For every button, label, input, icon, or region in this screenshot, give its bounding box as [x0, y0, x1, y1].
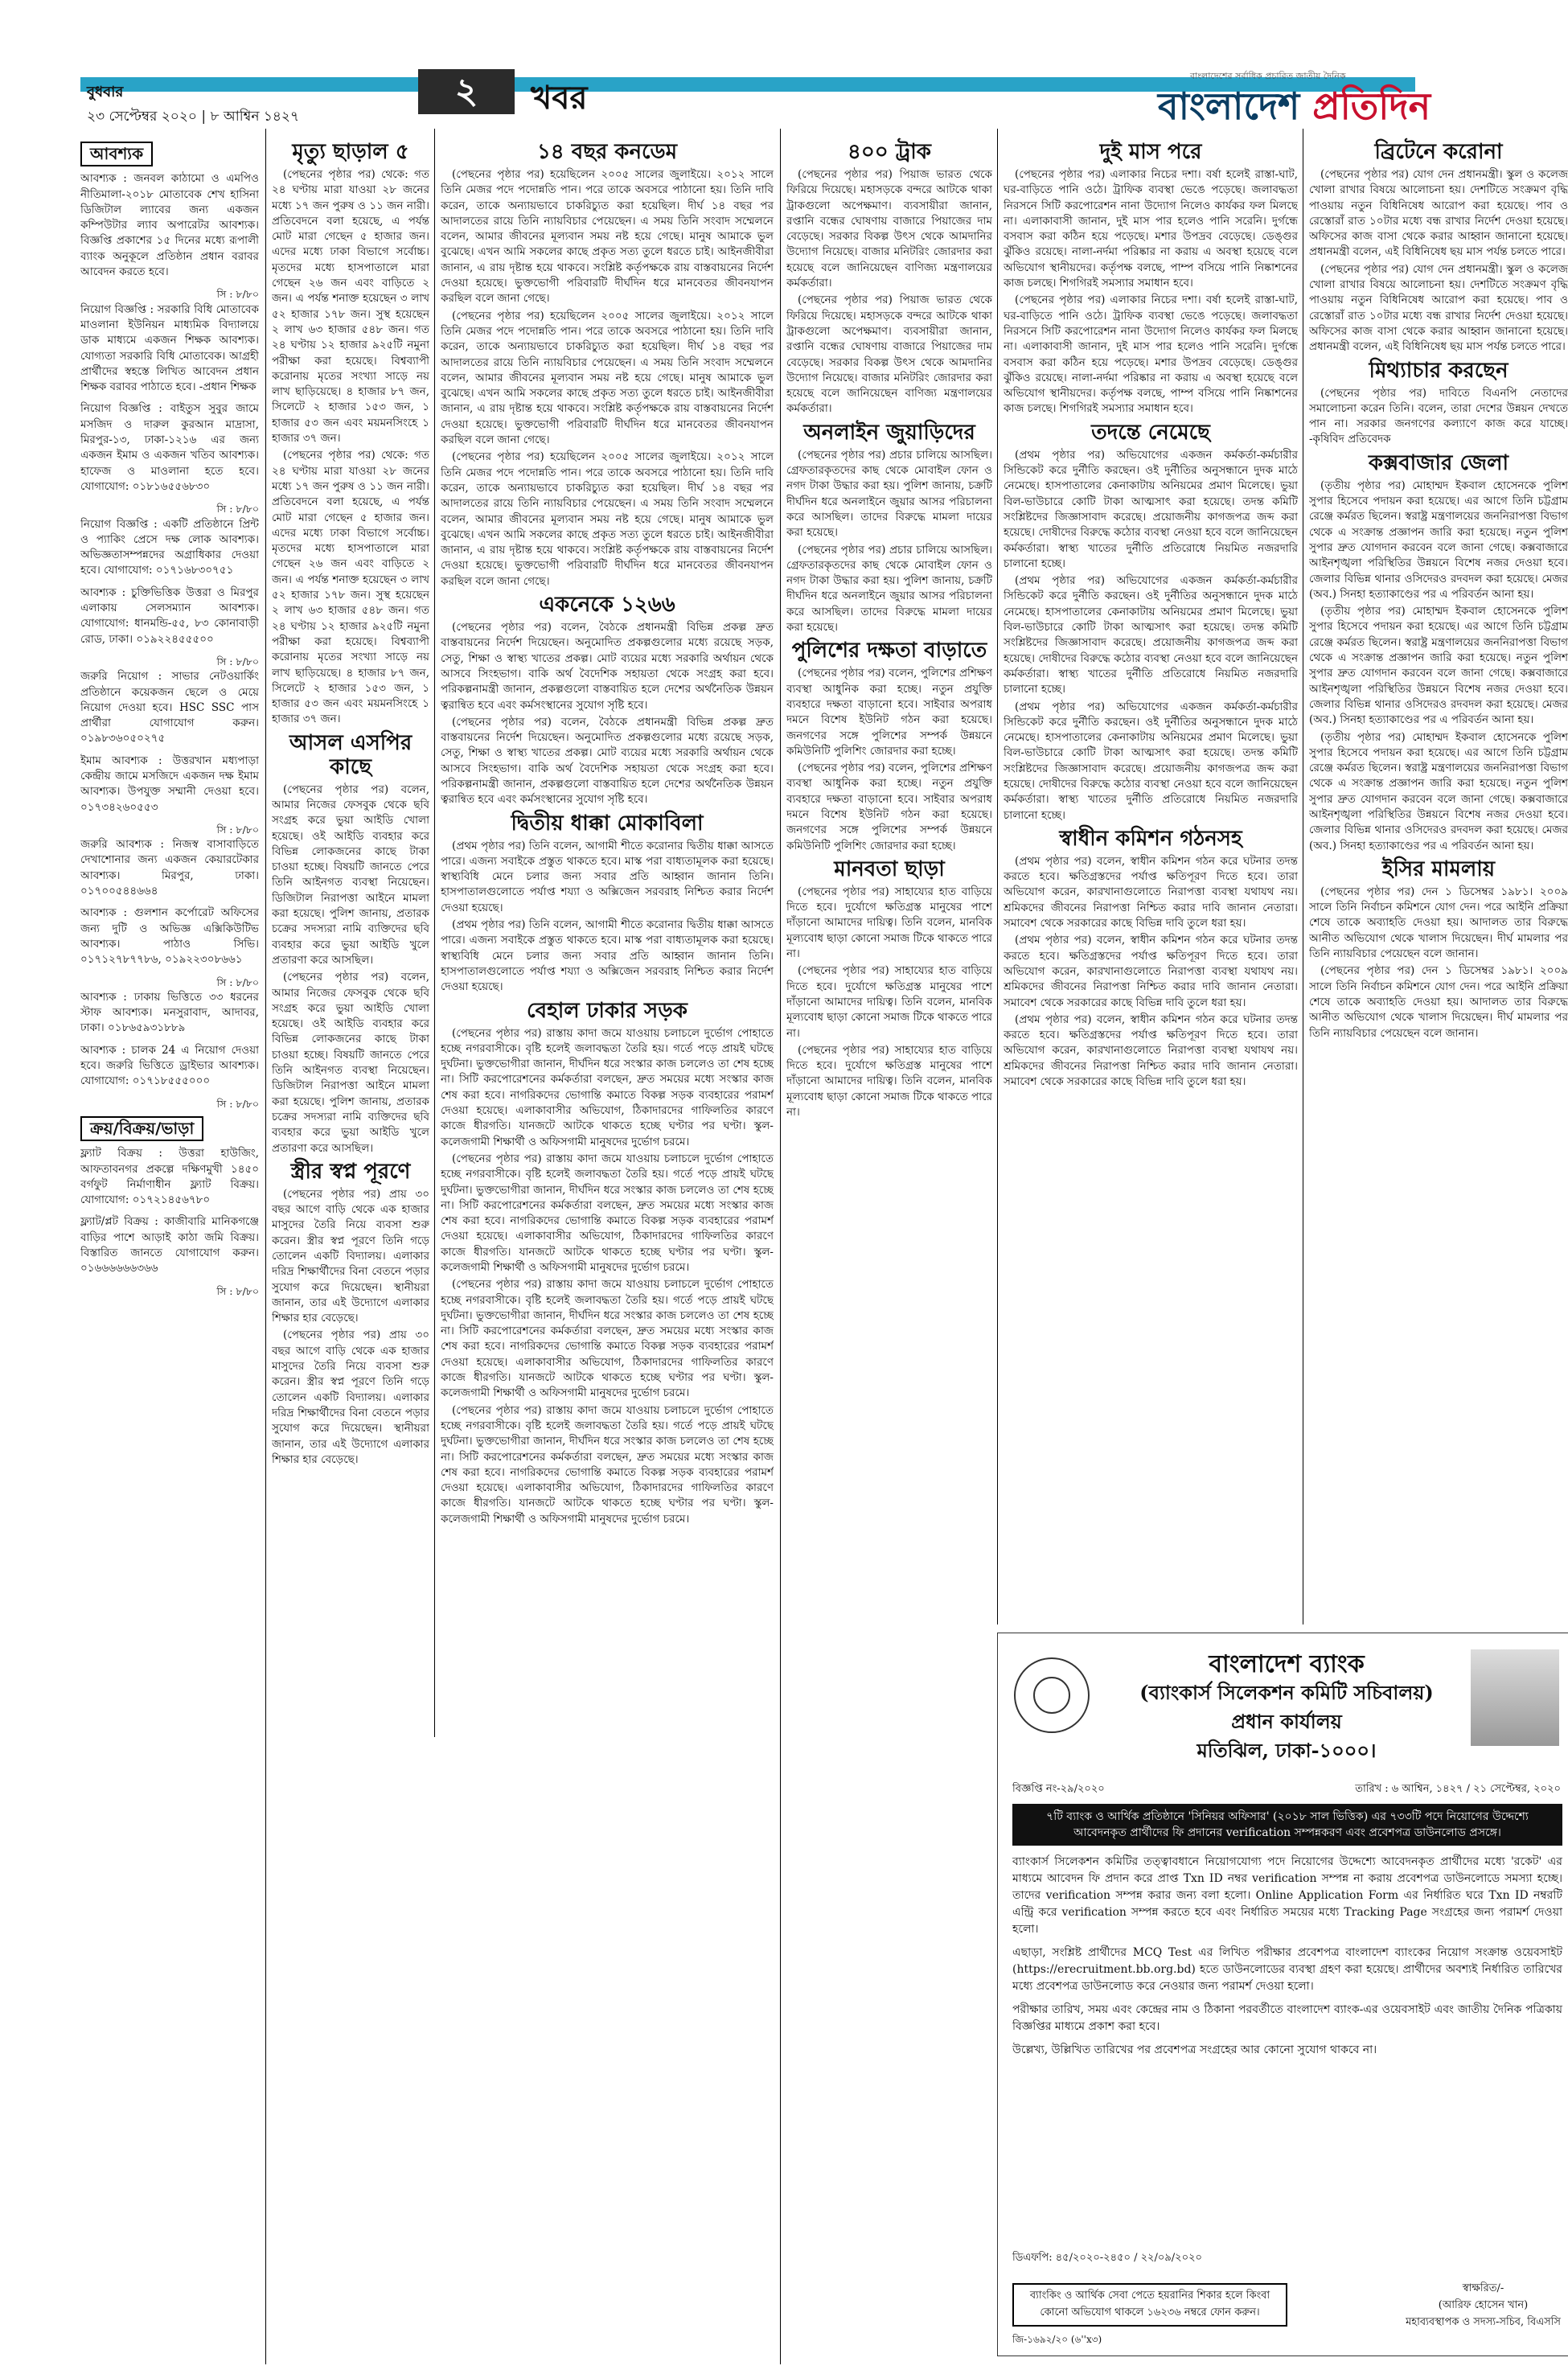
ad-paragraph: ব্যাংকার্স সিলেকশন কমিটির তত্ত্বাবধানে নিয়োগযোগ্য পদে নিয়োগের উদ্দেশ্যে আবেদনকৃত প্রার্থীদের মধ্যে 'রকেট' এর মাধ্যমে আবেদন ফি প্রদান করে প্রাপ্ত Txn ID নম্বর verification সম্পন্ন না করায় প্রবেশপত্র ডাউনলোডে সমস্যা হচ্ছে। তাদের verification সম্পন্ন করার জন্য বলা হলো। Online Application Form এর নির্ধারিত ঘরে Txn ID নম্বরটি এন্ট্রি করে verification সম্পন্ন করতে হবে এবং নির্ধারিত সময়ের মধ্যে Tracking Page সংগ্রহের জন্য পরামর্শ দেওয়া হলো। — [1012, 1855, 1562, 1936]
article-body: (পেছনের পৃষ্ঠার পর) সাহায্যের হাত বাড়িয়ে দিতে হবে। দুর্যোগে ক্ষতিগ্রস্ত মানুষের পাশে দাঁড়ানো আমাদের দায়িত্ব। তিনি বলেন, মানবিক মূল্যবোধ ছাড়া কোনো সমাজ টিকে থাকতে পারে না। — [786, 885, 992, 961]
article-body: (পেছনের পৃষ্ঠার পর) রাস্তায় কাদা জমে যাওয়ায় চলাচলে দুর্ভোগ পোহাতে হচ্ছে নগরবাসীকে। বৃষ্টি হলেই জলাবদ্ধতা তৈরি হয়। গর্তে পড়ে প্রায়ই ঘটছে দুর্ঘটনা। ভুক্তভোগীরা জানান, দীর্ঘদিন ধরে সংস্কার কাজ চললেও তা শেষ হচ্ছে না। সিটি করপোরেশনের কর্মকর্তারা বলছেন, দ্রুত সময়ের মধ্যে সংস্কার কাজ শেষ করা হবে। নাগরিকদের ভোগান্তি কমাতে বিকল্প সড়ক ব্যবহারের পরামর্শ দেওয়া হয়েছে। এলাকাবাসীর অভিযোগ, ঠিকাদারদের গাফিলতির কারণে কাজে ধীরগতি। যানজটে আটকে থাকতে হচ্ছে ঘণ্টার পর ঘণ্টা। স্কুল-কলেজগামী শিক্ষার্থী ও অফিসগামী মানুষদের দুর্ভোগ চরমে। — [441, 1403, 774, 1526]
ad-signed: স্বাক্ষরিত/- — [1462, 2282, 1504, 2294]
article-body: (প্রথম পৃষ্ঠার পর) তিনি বলেন, আগামী শীতে করোনার দ্বিতীয় ধাক্কা আসতে পারে। এজন্য সবাইকে প্রস্তুত থাকতে হবে। মাস্ক পরা বাধ্যতামূলক করা হয়েছে। স্বাস্থ্যবিধি মেনে চলার জন্য সবার প্রতি আহ্বান জানান তিনি। হাসপাতালগুলোতে পর্যাপ্ত শয্যা ও অক্সিজেন সরবরাহ নিশ্চিত করার নির্দেশ দেওয়া হয়েছে। — [441, 839, 774, 914]
article-body: (প্রথম পৃষ্ঠার পর) অভিযোগের একজন কর্মকর্তা-কর্মচারীর সিন্ডিকেট করে দুর্নীতি করছেন। ওই দুর্নীতির অনুসন্ধানে দুদক মাঠে নেমেছে। হাসপাতালের কেনাকাটায় অনিয়মের প্রমাণ মিলেছে। ভুয়া বিল-ভাউচারে কোটি টাকা আত্মসাৎ করা হয়েছে। তদন্ত কমিটি সংশ্লিষ্টদের জিজ্ঞাসাবাদ করেছে। প্রয়োজনীয় কাগজপত্র জব্দ করা হয়েছে। দোষীদের বিরুদ্ধে কঠোর ব্যবস্থা নেওয়া হবে বলে জানিয়েছেন কর্মকর্তারা। স্বাস্থ্য খাতের দুর্নীতি প্রতিরোধে নিয়মিত নজরদারি চালানো হচ্ছে। — [1004, 574, 1298, 696]
classified-ref: সি : ৮/৮০ — [216, 503, 259, 515]
classified-item: নিয়োগ বিজ্ঞপ্তি : বাইতুস সুবুর জামে মসজিদ ও দারুল কুরআন মাদ্রাসা, মিরপুর-১৩, ঢাকা-১২১৬ এর জন্য একজন ইমাম ও একজন খতিব আবশ্যক। হাফেজ ও মাওলানা হতে হবে। যোগাযোগ: ০১৮১৬৫৫৬৮৩০ — [80, 402, 259, 493]
column-rule — [434, 129, 435, 1737]
classified-ref: সি : ৮/৮০ — [216, 975, 259, 988]
article-body: (তৃতীয় পৃষ্ঠার পর) মোহাম্মদ ইকবাল হোসেনকে পুলিশ সুপার হিসেবে পদায়ন করা হয়েছে। এর আগে তিনি চট্টগ্রাম রেঞ্জে কর্মরত ছিলেন। স্বরাষ্ট্র মন্ত্রণালয়ের জননিরাপত্তা বিভাগ থেকে এ সংক্রান্ত প্রজ্ঞাপন জারি করা হয়েছে। নতুন পুলিশ সুপার দ্রুত যোগদান করবেন বলে জানা গেছে। কক্সবাজারে আইনশৃঙ্খলা পরিস্থিতির উন্নয়নে বিশেষ নজর দেওয়া হবে। জেলার বিভিন্ন থানার ওসিদেরও রদবদল করা হয়েছে। মেজর (অব.) সিনহা হত্যাকাণ্ডের পর এ পরিবর্তন আনা হয়। — [1309, 605, 1568, 727]
article-body: (পেছনের পৃষ্ঠার পর) প্রায় ৩০ বছর আগে বাড়ি থেকে এক হাজার মাসুদের তৈরি নিয়ে ব্যবসা শুরু করেন। স্ত্রীর স্বপ্ন পূরণে তিনি গড়ে তোলেন একটি বিদ্যালয়। এলাকার দরিদ্র শিক্ষার্থীদের বিনা বেতনে পড়ার সুযোগ করে দিয়েছেন। স্থানীয়রা জানান, তার এই উদ্যোগে এলাকার শিক্ষার হার বেড়েছে। — [272, 1329, 429, 1466]
ad-paragraph: উল্লেখ্য, উল্লিখিত তারিখের পর প্রবেশপত্র সংগ্রহের আর কোনো সুযোগ থাকবে না। — [1012, 2043, 1377, 2056]
headline-death-toll[interactable]: মৃত্যু ছাড়াল ৫ — [292, 140, 409, 164]
ad-body — [1012, 1854, 1562, 2065]
article-body: (প্রথম পৃষ্ঠার পর) তিনি বলেন, আগামী শীতে করোনার দ্বিতীয় ধাক্কা আসতে পারে। এজন্য সবাইকে প্রস্তুত থাকতে হবে। মাস্ক পরা বাধ্যতামূলক করা হয়েছে। স্বাস্থ্যবিধি মেনে চলার জন্য সবার প্রতি আহ্বান জানান তিনি। হাসপাতালগুলোতে পর্যাপ্ত শয্যা ও অক্সিজেন সরবরাহ নিশ্চিত করার নির্দেশ দেওয়া হয়েছে। — [441, 918, 774, 994]
headline-investigation[interactable]: তদন্তে নেমেছে — [1091, 420, 1210, 445]
article-body: (প্রথম পৃষ্ঠার পর) বলেন, স্বাধীন কমিশন গঠন করে ঘটনার তদন্ত করতে হবে। ক্ষতিগ্রস্তদের পর্যাপ্ত ক্ষতিপূরণ দিতে হবে। তারা অভিযোগ করেন, কারখানাগুলোতে নিরাপত্তা ব্যবস্থা যথাযথ নয়। শ্রমিকদের জীবনের নিরাপত্তা নিশ্চিত করার দাবি জানান নেতারা। সমাবেশ থেকে সরকারের কাছে বিভিন্ন দাবি তুলে ধরা হয়। — [1004, 1012, 1298, 1089]
article-body: (পেছনের পৃষ্ঠার পর) এলাকার নিচের দশা। বর্ষা হলেই রাস্তা-ঘাট, ঘর-বাড়িতে পানি ওঠে। ট্রাফিক ব্যবস্থা ভেঙে পড়েছে। জলাবদ্ধতা নিরসনে সিটি করপোরেশন নানা উদ্যোগ নিলেও কার্যকর ফল মিলছে না। এলাকাবাসী জানান, দুই মাস পার হলেও পানি সরেনি। দুর্গন্ধে বসবাস করা কঠিন হয়ে পড়েছে। মশার উপদ্রব বেড়েছে। ডেঙ্গুর ঝুঁকিও রয়েছে। নালা-নর্দমা পরিষ্কার না করায় এ অবস্থা হয়েছে বলে অভিযোগ স্থানীয়দের। কর্তৃপক্ষ বলছে, পাম্প বসিয়ে পানি নিষ্কাশনের কাজ চলছে। শিগগিরই সমস্যার সমাধান হবে। — [1004, 294, 1298, 416]
article-body: (পেছনের পৃষ্ঠার পর) থেকে: গত ২৪ ঘণ্টায় মারা যাওয়া ২৮ জনের মধ্যে ১৭ জন পুরুষ ও ১১ জন নারী। প্রতিবেদনে বলা হয়েছে, এ পর্যন্ত মোট মারা গেছেন ৫ হাজার জন। এদের মধ্যে ঢাকা বিভাগে সর্বোচ্চ। মৃতদের মধ্যে হাসপাতালে মারা গেছেন ২৬ জন এবং বাড়িতে ২ জন। এ পর্যন্ত শনাক্ত হয়েছেন ৩ লাখ ৫২ হাজার ১৭৮ জন। সুস্থ হয়েছেন ২ লাখ ৬৩ হাজার ৫৪৮ জন। গত ২৪ ঘণ্টায় ১২ হাজার ৯২৫টি নমুনা পরীক্ষা করা হয়েছে। বিশ্বব্যাপী করোনায় মৃতের সংখ্যা সাড়ে নয় লাখ ছাড়িয়েছে। ৪ হাজার ৮৭ জন, সিলেটে ২ হাজার ১৫৩ জন, ১ হাজার ৫৩ জন এবং ময়মনসিংহে ১ হাজার ৩৭ জন। — [272, 168, 429, 446]
classified-item: নিয়োগ বিজ্ঞপ্তি : একটি প্রতিষ্ঠানে প্রিন্ট ও প্যাকিং প্রেসে দক্ষ লোক আবশ্যক। অভিজ্ঞতাসম্পন্নদের অগ্রাধিকার দেওয়া হবে। যোগাযোগ: ০১৭১৬৮৩০৭৫১ — [80, 517, 259, 577]
masthead-date: ২৩ সেপ্টেম্বর ২০২০ | ৮ আশ্বিন ১৪২৭ — [87, 109, 300, 125]
classified-item: আবশ্যক : ঢাকায় ভিত্তিতে ৩৩ ধরনের স্টাফ আবশ্যক। মনসুরাবাদ, আদাবর, ঢাকা। ০১৮৬৫৯৩১৮৮৯ — [80, 990, 259, 1035]
classified-ref: সি : ৮/৮০ — [216, 288, 259, 301]
ad-paragraph: পরীক্ষার তারিখ, সময় এবং কেন্দ্রের নাম ও ঠিকানা পরবর্তীতে বাংলাদেশ ব্যাংক-এর ওয়েবসাইট এবং জাতীয় দৈনিক পত্রিকায় বিজ্ঞপ্তির মাধ্যমে প্রকাশ করা হবে। — [1012, 2003, 1562, 2033]
article-body: (পেছনের পৃষ্ঠার পর) দেন ১ ডিসেম্বর ১৯৮১। ২০০৯ সালে তিনি নির্বাচন কমিশনে যোগ দেন। পরে আইনি প্রক্রিয়া শেষে তাকে অব্যাহতি দেওয়া হয়। আদালত তার বিরুদ্ধে আনীত অভিযোগ থেকে খালাস দিয়েছেন। দীর্ঘ মামলার পর তিনি ন্যায়বিচার পেয়েছেন বলে জানান। — [1309, 964, 1568, 1040]
headline-ekneke[interactable]: একনেকে ১২৬৬ — [539, 593, 675, 618]
headline-online-gambler[interactable]: অনলাইন জুয়াড়িদের — [803, 420, 975, 445]
logo-word-1: বাংলাদেশ — [1158, 84, 1300, 128]
headline-ec-case[interactable]: ইসির মামলায় — [1381, 856, 1496, 881]
classified-heading: আবশ্যক — [80, 142, 153, 166]
ad-title: বাংলাদেশ ব্যাংক — [1209, 1650, 1365, 1678]
page-number: ২ — [418, 69, 515, 114]
article-body: (পেছনের পৃষ্ঠার পর) পিয়াজ ভারত থেকে ফিরিয়ে দিয়েছে। মহাসড়কে বন্দরে আটকে থাকা ট্রাকগুলো অপেক্ষমাণ। ব্যবসায়ীরা জানান, রপ্তানি বন্ধের ঘোষণায় বাজারে পিয়াজের দাম বেড়েছে। সরকার বিকল্প উৎস থেকে আমদানির উদ্যোগ নিয়েছে। বাজার মনিটরিং জোরদার করা হয়েছে বলে জানিয়েছেন বাণিজ্য মন্ত্রণালয়ের কর্মকর্তারা। — [786, 294, 992, 416]
article-body: (পেছনের পৃষ্ঠার পর) বলেন, পুলিশের প্রশিক্ষণ ব্যবস্থা আধুনিক করা হচ্ছে। নতুন প্রযুক্তি ব্যবহারে দক্ষতা বাড়ানো হবে। সাইবার অপরাধ দমনে বিশেষ ইউনিট গঠন করা হয়েছে। জনগণের সঙ্গে পুলিশের সম্পর্ক উন্নয়নে কমিউনিটি পুলিশিং জোরদার করা হচ্ছে। — [786, 762, 992, 852]
article-body: (পেছনের পৃষ্ঠার পর) হয়েছিলেন ২০০৫ সালের জুলাইয়ে। ২০১২ সালে তিনি মেজর পদে পদোন্নতি পান। পরে তাকে অবসরে পাঠানো হয়। তিনি দাবি করেন, তাকে অন্যায়ভাবে চাকরিচ্যুত করা হয়েছিল। দীর্ঘ ১৪ বছর পর আদালতের রায়ে তিনি ন্যায়বিচার পেয়েছেন। এ সময় তিনি সংবাদ সম্মেলনে বলেন, আমার জীবনের মূল্যবান সময় নষ্ট হয়ে গেছে। মানুষ আমাকে ভুল বুঝেছে। এখন আমি সকলের কাছে প্রকৃত সত্য তুলে ধরতে চাই। আইনজীবীরা জানান, এ রায় দৃষ্টান্ত হয়ে থাকবে। সংশ্লিষ্ট কর্তৃপক্ষকে রায় বাস্তবায়নের নির্দেশ দেওয়া হয়েছে। ভুক্তভোগী পরিবারটি দীর্ঘদিন ধরে মানবেতর জীবনযাপন করছিল বলে জানা গেছে। — [441, 450, 774, 588]
article-body: (পেছনের পৃষ্ঠার পর) দেন ১ ডিসেম্বর ১৯৮১। ২০০৯ সালে তিনি নির্বাচন কমিশনে যোগ দেন। পরে আইনি প্রক্রিয়া শেষে তাকে অব্যাহতি দেওয়া হয়। আদালত তার বিরুদ্ধে আনীত অভিযোগ থেকে খালাস দিয়েছেন। দীর্ঘ মামলার পর তিনি ন্যায়বিচার পেয়েছেন বলে জানান। — [1309, 885, 1568, 961]
article-body: (পেছনের পৃষ্ঠার পর) রাস্তায় কাদা জমে যাওয়ায় চলাচলে দুর্ভোগ পোহাতে হচ্ছে নগরবাসীকে। বৃষ্টি হলেই জলাবদ্ধতা তৈরি হয়। গর্তে পড়ে প্রায়ই ঘটছে দুর্ঘটনা। ভুক্তভোগীরা জানান, দীর্ঘদিন ধরে সংস্কার কাজ চললেও তা শেষ হচ্ছে না। সিটি করপোরেশনের কর্মকর্তারা বলছেন, দ্রুত সময়ের মধ্যে সংস্কার কাজ শেষ করা হবে। নাগরিকদের ভোগান্তি কমাতে বিকল্প সড়ক ব্যবহারের পরামর্শ দেওয়া হয়েছে। এলাকাবাসীর অভিযোগ, ঠিকাদারদের গাফিলতির কারণে কাজে ধীরগতি। যানজটে আটকে থাকতে হচ্ছে ঘণ্টার পর ঘণ্টা। স্কুল-কলেজগামী শিক্ষার্থী ও অফিসগামী মানুষদের দুর্ভোগ চরমে। — [441, 1152, 774, 1274]
column-rule — [265, 129, 266, 2364]
article-body: (পেছনের পৃষ্ঠার পর) থেকে: গত ২৪ ঘণ্টায় মারা যাওয়া ২৮ জনের মধ্যে ১৭ জন পুরুষ ও ১১ জন নারী। প্রতিবেদনে বলা হয়েছে, এ পর্যন্ত মোট মারা গেছেন ৫ হাজার জন। এদের মধ্যে ঢাকা বিভাগে সর্বোচ্চ। মৃতদের মধ্যে হাসপাতালে মারা গেছেন ২৬ জন এবং বাড়িতে ২ জন। এ পর্যন্ত শনাক্ত হয়েছেন ৩ লাখ ৫২ হাজার ১৭৮ জন। সুস্থ হয়েছেন ২ লাখ ৬৩ হাজার ৫৪৮ জন। গত ২৪ ঘণ্টায় ১২ হাজার ৯২৫টি নমুনা পরীক্ষা করা হয়েছে। বিশ্বব্যাপী করোনায় মৃতের সংখ্যা সাড়ে নয় লাখ ছাড়িয়েছে। ৪ হাজার ৮৭ জন, সিলেটে ২ হাজার ১৫৩ জন, ১ হাজার ৫৩ জন এবং ময়মনসিংহে ১ হাজার ৩৭ জন। — [272, 449, 429, 726]
headline-coxs-bazar[interactable]: কক্সবাজার জেলা — [1368, 450, 1509, 475]
classified-item: আবশ্যক : গুলশান কর্পোরেট অফিসের জন্য দুটি ও অভিজ্ঞ এক্সিকিউটিভ আবশ্যক। পাঠাও সিভি। ০১৭১২৭৮৭৭৮৬, ০১৯২২৩০৮৬৬১ — [80, 906, 259, 967]
article-body: (পেছনের পৃষ্ঠার পর) বলেন, পুলিশের প্রশিক্ষণ ব্যবস্থা আধুনিক করা হচ্ছে। নতুন প্রযুক্তি ব্যবহারে দক্ষতা বাড়ানো হবে। সাইবার অপরাধ দমনে বিশেষ ইউনিট গঠন করা হয়েছে। জনগণের সঙ্গে পুলিশের সম্পর্ক উন্নয়নে কমিউনিটি পুলিশিং জোরদার করা হচ্ছে। — [786, 667, 992, 758]
classifieds-column — [80, 137, 259, 2356]
column-rule — [780, 129, 781, 2364]
masthead-day: বুধবার — [87, 84, 124, 101]
article-body: (পেছনের পৃষ্ঠার পর) যোগ দেন প্রধানমন্ত্রী। স্কুল ও কলেজ খোলা রাখার বিষয়ে আলোচনা হয়। দেশটিতে সংক্রমণ বৃদ্ধি পাওয়ায় নতুন বিধিনিষেধ আরোপ করা হয়েছে। পাব ও রেস্তোরাঁ রাত ১০টার মধ্যে বন্ধ রাখার নির্দেশ দেওয়া হয়েছে। অফিসের কাজ বাসা থেকে করার আহ্বান জানানো হয়েছে। প্রধানমন্ত্রী বলেন, এই বিধিনিষেধ ছয় মাস পর্যন্ত চলতে পারে। — [1309, 168, 1568, 259]
headline-second-wave[interactable]: দ্বিতীয় ধাক্কা মোকাবিলা — [511, 811, 704, 836]
classified-heading: ক্রয়/বিক্রয়/ভাড়া — [80, 1116, 203, 1141]
article-body: (পেছনের পৃষ্ঠার পর) পিয়াজ ভারত থেকে ফিরিয়ে দিয়েছে। মহাসড়কে বন্দরে আটকে থাকা ট্রাকগুলো অপেক্ষমাণ। ব্যবসায়ীরা জানান, রপ্তানি বন্ধের ঘোষণায় বাজারে পিয়াজের দাম বেড়েছে। সরকার বিকল্প উৎস থেকে আমদানির উদ্যোগ নিয়েছে। বাজার মনিটরিং জোরদার করা হয়েছে বলে জানিয়েছেন বাণিজ্য মন্ত্রণালয়ের কর্মকর্তারা। — [786, 168, 992, 290]
headline-truck[interactable]: ৪০০ ট্রাক — [848, 140, 931, 164]
ad-paragraph: এছাড়া, সংশ্লিষ্ট প্রার্থীদের MCQ Test এর লিখিত পরীক্ষার প্রবেশপত্র বাংলাদেশ ব্যাংকের নিয়োগ সংক্রান্ত ওয়েবসাইট (https://erecruitment.bb.org.bd) হতে ডাউনলোডের ব্যবস্থা গ্রহণ করা হয়েছে। প্রার্থীদের অবশ্যই নির্ধারিত তারিখের মধ্যে প্রবেশপত্র ডাউনলোড করে নেওয়ার জন্য পরামর্শ দেওয়া হলো। — [1012, 1946, 1562, 1993]
column-5 — [1004, 137, 1298, 1624]
article-body: (তৃতীয় পৃষ্ঠার পর) মোহাম্মদ ইকবাল হোসেনকে পুলিশ সুপার হিসেবে পদায়ন করা হয়েছে। এর আগে তিনি চট্টগ্রাম রেঞ্জে কর্মরত ছিলেন। স্বরাষ্ট্র মন্ত্রণালয়ের জননিরাপত্তা বিভাগ থেকে এ সংক্রান্ত প্রজ্ঞাপন জারি করা হয়েছে। নতুন পুলিশ সুপার দ্রুত যোগদান করবেন বলে জানা গেছে। কক্সবাজারে আইনশৃঙ্খলা পরিস্থিতির উন্নয়নে বিশেষ নজর দেওয়া হবে। জেলার বিভিন্ন থানার ওসিদেরও রদবদল করা হয়েছে। মেজর (অব.) সিনহা হত্যাকাণ্ডের পর এ পরিবর্তন আনা হয়। — [1309, 478, 1568, 601]
classified-item: আবশ্যক : জনবল কাঠামো ও এমপিও নীতিমালা-২০১৮ মোতাবেক শেখ হাসিনা ডিজিটাল ল্যাবের জন্য একজন কম্পিউটার ল্যাব অপারেটর আবশ্যক। বিজ্ঞপ্তি প্রকাশের ১৫ দিনের মধ্যে রূপালী ব্যাংক অনুকূলে প্রতিষ্ঠান প্রধান বরাবর আবেদন করতে হবে। — [80, 172, 259, 279]
headline-road[interactable]: বেহাল ঢাকার সড়ক — [527, 998, 688, 1023]
classified-item: জরুরি নিয়োগ : সাভার নেটওয়ার্কিং প্রতিষ্ঠানে কয়েকজন ছেলে ও মেয়ে নিয়োগ দেওয়া হবে। HSC SSC পাস প্রার্থীরা যোগাযোগ করুন। ০১৯৮৩৬০৫০২৭৫ — [80, 670, 259, 745]
article-body: (পেছনের পৃষ্ঠার পর) প্রচার চালিয়ে আসছিল। গ্রেফতারকৃতদের কাছ থেকে মোবাইল ফোন ও নগদ টাকা উদ্ধার করা হয়। পুলিশ জানায়, চক্রটি দীর্ঘদিন ধরে অনলাইনে জুয়ার আসর পরিচালনা করে আসছিল। তাদের বিরুদ্ধে মামলা দায়ের করা হয়েছে। — [786, 543, 992, 635]
column-6 — [1309, 137, 1568, 1624]
ad-banner: ৭টি ব্যাংক ও আর্থিক প্রতিষ্ঠানে 'সিনিয়র অফিসার' (২০১৮ সাল ভিত্তিক) এর ৭৩৩টি পদে নিয়োগের উদ্দেশ্যে আবেদনকৃত প্রার্থীদের ফি প্রদানের verification সম্পন্নকরণ এবং প্রবেশপত্র ডাউনলোড প্রসঙ্গে। — [1012, 1804, 1562, 1846]
article-body: (প্রথম পৃষ্ঠার পর) অভিযোগের একজন কর্মকর্তা-কর্মচারীর সিন্ডিকেট করে দুর্নীতি করছেন। ওই দুর্নীতির অনুসন্ধানে দুদক মাঠে নেমেছে। হাসপাতালের কেনাকাটায় অনিয়মের প্রমাণ মিলেছে। ভুয়া বিল-ভাউচারে কোটি টাকা আত্মসাৎ করা হয়েছে। তদন্ত কমিটি সংশ্লিষ্টদের জিজ্ঞাসাবাদ করেছে। প্রয়োজনীয় কাগজপত্র জব্দ করা হয়েছে। দোষীদের বিরুদ্ধে কঠোর ব্যবস্থা নেওয়া হবে বলে জানিয়েছেন কর্মকর্তারা। স্বাস্থ্য খাতের দুর্নীতি প্রতিরোধে নিয়মিত নজরদারি চালানো হচ্ছে। — [1004, 448, 1298, 570]
ad-notice-number: বিজ্ঞপ্তি নং-২৯/২০২০ — [1012, 1783, 1105, 1795]
headline-britain[interactable]: ব্রিটেনে করোনা — [1374, 140, 1503, 164]
article-body: (পেছনের পৃষ্ঠার পর) যোগ দেন প্রধানমন্ত্রী। স্কুল ও কলেজ খোলা রাখার বিষয়ে আলোচনা হয়। দেশটিতে সংক্রমণ বৃদ্ধি পাওয়ায় নতুন বিধিনিষেধ আরোপ করা হয়েছে। পাব ও রেস্তোরাঁ রাত ১০টার মধ্যে বন্ধ রাখার নির্দেশ দেওয়া হয়েছে। অফিসের কাজ বাসা থেকে করার আহ্বান জানানো হয়েছে। প্রধানমন্ত্রী বলেন, এই বিধিনিষেধ ছয় মাস পর্যন্ত চলতে পারে। — [1309, 262, 1568, 354]
classified-item: ফ্ল্যাট বিক্রয় : উত্তরা হাউজিং, আফতাবনগর প্রকল্পে দক্ষিণমুখী ১৪৫০ বর্গফুট নির্মাণাধীন ফ্ল্যাট বিক্রয়। যোগাযোগ: ০১৭২১৪৫৬৭৮০ — [80, 1147, 259, 1207]
ad-signature — [1406, 2281, 1561, 2331]
headline-police[interactable]: পুলিশের দক্ষতা বাড়াতে — [791, 639, 987, 663]
classified-ref: সি : ৮/৮০ — [216, 1097, 259, 1110]
classified-ref: সি : ৮/৮০ — [216, 1284, 259, 1297]
logo-word-2: প্রতিদিন — [1312, 84, 1431, 128]
article-body: (পেছনের পৃষ্ঠার পর) এলাকার নিচের দশা। বর্ষা হলেই রাস্তা-ঘাট, ঘর-বাড়িতে পানি ওঠে। ট্রাফিক ব্যবস্থা ভেঙে পড়েছে। জলাবদ্ধতা নিরসনে সিটি করপোরেশন নানা উদ্যোগ নিলেও কার্যকর ফল মিলছে না। এলাকাবাসী জানান, দুই মাস পার হলেও পানি সরেনি। দুর্গন্ধে বসবাস করা কঠিন হয়ে পড়েছে। মশার উপদ্রব বেড়েছে। ডেঙ্গুর ঝুঁকিও রয়েছে। নালা-নর্দমা পরিষ্কার না করায় এ অবস্থা হয়েছে বলে অভিযোগ স্থানীয়দের। কর্তৃপক্ষ বলছে, পাম্প বসিয়ে পানি নিষ্কাশনের কাজ চলছে। শিগগিরই সমস্যার সমাধান হবে। — [1004, 168, 1298, 290]
ad-signer: (আরিফ হোসেন খান) — [1438, 2299, 1529, 2311]
article-body: (পেছনের পৃষ্ঠার পর) প্রচার চালিয়ে আসছিল। গ্রেফতারকৃতদের কাছ থেকে মোবাইল ফোন ও নগদ টাকা উদ্ধার করা হয়। পুলিশ জানায়, চক্রটি দীর্ঘদিন ধরে অনলাইনে জুয়ার আসর পরিচালনা করে আসছিল। তাদের বিরুদ্ধে মামলা দায়ের করা হয়েছে। — [786, 448, 992, 540]
article-body: (পেছনের পৃষ্ঠার পর) সাহায্যের হাত বাড়িয়ে দিতে হবে। দুর্যোগে ক্ষতিগ্রস্ত মানুষের পাশে দাঁড়ানো আমাদের দায়িত্ব। তিনি বলেন, মানবিক মূল্যবোধ ছাড়া কোনো সমাজ টিকে থাকতে পারে না। — [786, 1043, 992, 1119]
column-3 — [441, 137, 774, 2356]
classified-item: জরুরি আবশ্যক : নিজস্ব বাসাবাড়িতে দেখাশোনার জন্য একজন কেয়ারটেকার আবশ্যক। মিরপুর, ঢাকা। ০১৭০০৫৪৪৬৬৪ — [80, 838, 259, 898]
article-body: (পেছনের পৃষ্ঠার পর) সাহায্যের হাত বাড়িয়ে দিতে হবে। দুর্যোগে ক্ষতিগ্রস্ত মানুষের পাশে দাঁড়ানো আমাদের দায়িত্ব। তিনি বলেন, মানবিক মূল্যবোধ ছাড়া কোনো সমাজ টিকে থাকতে পারে না। — [786, 964, 992, 1040]
column-4 — [786, 137, 992, 2356]
article-body: (পেছনের পৃষ্ঠার পর) প্রায় ৩০ বছর আগে বাড়ি থেকে এক হাজার মাসুদের তৈরি নিয়ে ব্যবসা শুরু করেন। স্ত্রীর স্বপ্ন পূরণে তিনি গড়ে তোলেন একটি বিদ্যালয়। এলাকার দরিদ্র শিক্ষার্থীদের বিনা বেতনে পড়ার সুযোগ করে দিয়েছেন। স্থানীয়রা জানান, তার এই উদ্যোগে এলাকার শিক্ষার হার বেড়েছে। — [272, 1187, 429, 1325]
ad-codes: ডিএফপি: ৪৫/২০২০-২৪৫০ / ২২/০৯/২০২০ — [1012, 2252, 1202, 2264]
article-body: (পেছনের পৃষ্ঠার পর) বলেন, বৈঠকে প্রধানমন্ত্রী বিভিন্ন প্রকল্প দ্রুত বাস্তবায়নের নির্দেশ দিয়েছেন। অনুমোদিত প্রকল্পগুলোর মধ্যে রয়েছে সড়ক, সেতু, শিক্ষা ও স্বাস্থ্য খাতের প্রকল্প। মোট ব্যয়ের মধ্যে সরকারি অর্থায়ন থেকে আসবে সিংহভাগ। বাকি অর্থ বৈদেশিক সহায়তা থেকে সংগ্রহ করা হবে। পরিকল্পনামন্ত্রী জানান, প্রকল্পগুলো বাস্তবায়িত হলে দেশের অর্থনৈতিক উন্নয়ন ত্বরান্বিত হবে এবং কর্মসংস্থানের সুযোগ সৃষ্টি হবে। — [441, 621, 774, 712]
classified-item: ফ্ল্যাট/প্লট বিক্রয় : কাজীবারি মানিকগঞ্জে বাড়ির পাশে আড়াই কাঠা জমি বিক্রয়। বিস্তারিত জানতে যোগাযোগ করুন। ০১৬৬৬৬৬৬৩৬৬ — [80, 1215, 259, 1275]
column-rule — [997, 129, 998, 1624]
classified-item: আবশ্যক : চুক্তিভিত্তিক উত্তরা ও মিরপুর এলাকায় সেলসম্যান আবশ্যক। যোগাযোগ: ধানমন্ডি-৫৫, ৮৩ কোনাবাড়ী রোড, ঢাকা। ০১৯২২৪৫৫৫০০ — [80, 585, 259, 646]
article-body: (পেছনের পৃষ্ঠার পর) বলেন, আমার নিজের ফেসবুক থেকে ছবি সংগ্রহ করে ভুয়া আইডি খোলা হয়েছে। ওই আইডি ব্যবহার করে বিভিন্ন লোকজনের কাছে টাকা চাওয়া হচ্ছে। বিষয়টি জানতে পেরে তিনি আইনগত ব্যবস্থা নিয়েছেন। ডিজিটাল নিরাপত্তা আইনে মামলা করা হয়েছে। পুলিশ জানায়, প্রতারক চক্রের সদস্যরা নামি ব্যক্তিদের ছবি ব্যবহার করে ভুয়া আইডি খুলে প্রতারণা করে আসছিল। — [272, 971, 429, 1155]
headline-two-months[interactable]: দুই মাস পরে — [1099, 140, 1202, 164]
headline-condom[interactable]: ১৪ বছর কনডেম — [536, 140, 678, 164]
article-body: (পেছনের পৃষ্ঠার পর) রাস্তায় কাদা জমে যাওয়ায় চলাচলে দুর্ভোগ পোহাতে হচ্ছে নগরবাসীকে। বৃষ্টি হলেই জলাবদ্ধতা তৈরি হয়। গর্তে পড়ে প্রায়ই ঘটছে দুর্ঘটনা। ভুক্তভোগীরা জানান, দীর্ঘদিন ধরে সংস্কার কাজ চললেও তা শেষ হচ্ছে না। সিটি করপোরেশনের কর্মকর্তারা বলছেন, দ্রুত সময়ের মধ্যে সংস্কার কাজ শেষ করা হবে। নাগরিকদের ভোগান্তি কমাতে বিকল্প সড়ক ব্যবহারের পরামর্শ দেওয়া হয়েছে। এলাকাবাসীর অভিযোগ, ঠিকাদারদের গাফিলতির কারণে কাজে ধীরগতি। যানজটে আটকে থাকতে হচ্ছে ঘণ্টার পর ঘণ্টা। স্কুল-কলেজগামী শিক্ষার্থী ও অফিসগামী মানুষদের দুর্ভোগ চরমে। — [441, 1278, 774, 1400]
article-body: (পেছনের পৃষ্ঠার পর) হয়েছিলেন ২০০৫ সালের জুলাইয়ে। ২০১২ সালে তিনি মেজর পদে পদোন্নতি পান। পরে তাকে অবসরে পাঠানো হয়। তিনি দাবি করেন, তাকে অন্যায়ভাবে চাকরিচ্যুত করা হয়েছিল। দীর্ঘ ১৪ বছর পর আদালতের রায়ে তিনি ন্যায়বিচার পেয়েছেন। এ সময় তিনি সংবাদ সম্মেলনে বলেন, আমার জীবনের মূল্যবান সময় নষ্ট হয়ে গেছে। মানুষ আমাকে ভুল বুঝেছে। এখন আমি সকলের কাছে প্রকৃত সত্য তুলে ধরতে চাই। আইনজীবীরা জানান, এ রায় দৃষ্টান্ত হয়ে থাকবে। সংশ্লিষ্ট কর্তৃপক্ষকে রায় বাস্তবায়নের নির্দেশ দেওয়া হয়েছে। ভুক্তভোগী পরিবারটি দীর্ঘদিন ধরে মানবেতর জীবনযাপন করছিল বলে জানা গেছে। — [441, 168, 774, 306]
newspaper-logo[interactable] — [1158, 79, 1430, 140]
article-body: (তৃতীয় পৃষ্ঠার পর) মোহাম্মদ ইকবাল হোসেনকে পুলিশ সুপার হিসেবে পদায়ন করা হয়েছে। এর আগে তিনি চট্টগ্রাম রেঞ্জে কর্মরত ছিলেন। স্বরাষ্ট্র মন্ত্রণালয়ের জননিরাপত্তা বিভাগ থেকে এ সংক্রান্ত প্রজ্ঞাপন জারি করা হয়েছে। নতুন পুলিশ সুপার দ্রুত যোগদান করবেন বলে জানা গেছে। কক্সবাজারে আইনশৃঙ্খলা পরিস্থিতির উন্নয়নে বিশেষ নজর দেওয়া হবে। জেলার বিভিন্ন থানার ওসিদেরও রদবদল করা হয়েছে। মেজর (অব.) সিনহা হত্যাকাণ্ডের পর এ পরিবর্তন আনা হয়। — [1309, 730, 1568, 852]
headline-wife[interactable]: স্ত্রীর স্বপ্ন পূরণে — [290, 1159, 411, 1184]
headline-sp[interactable]: আসল এসপির কাছে — [289, 730, 413, 779]
column-2 — [272, 137, 429, 1729]
article-body: (পেছনের পৃষ্ঠার পর) হয়েছিলেন ২০০৫ সালের জুলাইয়ে। ২০১২ সালে তিনি মেজর পদে পদোন্নতি পান। পরে তাকে অবসরে পাঠানো হয়। তিনি দাবি করেন, তাকে অন্যায়ভাবে চাকরিচ্যুত করা হয়েছিল। দীর্ঘ ১৪ বছর পর আদালতের রায়ে তিনি ন্যায়বিচার পেয়েছেন। এ সময় তিনি সংবাদ সম্মেলনে বলেন, আমার জীবনের মূল্যবান সময় নষ্ট হয়ে গেছে। মানুষ আমাকে ভুল বুঝেছে। এখন আমি সকলের কাছে প্রকৃত সত্য তুলে ধরতে চাই। আইনজীবীরা জানান, এ রায় দৃষ্টান্ত হয়ে থাকবে। সংশ্লিষ্ট কর্তৃপক্ষকে রায় বাস্তবায়নের নির্দেশ দেওয়া হয়েছে। ভুক্তভোগী পরিবারটি দীর্ঘদিন ধরে মানবেতর জীবনযাপন করছিল বলে জানা গেছে। — [441, 309, 774, 447]
ad-office: প্রধান কার্যালয় — [1231, 1710, 1342, 1733]
article-body: (পেছনের পৃষ্ঠার পর) বলেন, বৈঠকে প্রধানমন্ত্রী বিভিন্ন প্রকল্প দ্রুত বাস্তবায়নের নির্দেশ দিয়েছেন। অনুমোদিত প্রকল্পগুলোর মধ্যে রয়েছে সড়ক, সেতু, শিক্ষা ও স্বাস্থ্য খাতের প্রকল্প। মোট ব্যয়ের মধ্যে সরকারি অর্থায়ন থেকে আসবে সিংহভাগ। বাকি অর্থ বৈদেশিক সহায়তা থেকে সংগ্রহ করা হবে। পরিকল্পনামন্ত্রী জানান, প্রকল্পগুলো বাস্তবায়িত হলে দেশের অর্থনৈতিক উন্নয়ন ত্বরান্বিত হবে এবং কর্মসংস্থানের সুযোগ সৃষ্টি হবে। — [441, 715, 774, 807]
ad-gd-code: জি-১৬৯২/২০ (৬''x৩) — [1012, 2334, 1102, 2345]
ad-hotline: ব্যাংকিং ও আর্থিক সেবা পেতে হয়রানির শিকার হলে কিংবা কোনো অভিযোগ থাকলে ১৬২৩৬ নম্বরে ফোন করুন। — [1012, 2283, 1287, 2327]
classified-item: নিয়োগ বিজ্ঞপ্তি : সরকারি বিধি মোতাবেক মাওলানা ইউনিয়ন মাধ্যমিক বিদ্যালয়ে ডাক মাধ্যমে একজন শিক্ষক আবশ্যক। যোগ্যতা সরকারি বিধি মোতাবেক। আগ্রহী প্রার্থীদের স্বহস্তে লিখিত আবেদন প্রধান শিক্ষক বরাবর পাঠাতে হবে। -প্রধান শিক্ষক — [80, 302, 259, 394]
classified-item: আবশ্যক : চালক 24 এ নিয়োগ দেওয়া হবে। জরুরি ভিত্তিতে ড্রাইভার আবশ্যক। যোগাযোগ: ০১৭১৮৫৫৫০০০ — [80, 1043, 259, 1088]
ad-address: মতিঝিল, ঢাকা-১০০০। — [1197, 1739, 1377, 1762]
ad-subtitle: (ব্যাংকার্স সিলেকশন কমিটি সচিবালয়) — [1139, 1681, 1434, 1704]
section-title: খবর — [531, 79, 588, 117]
bank-recruitment-ad — [997, 1633, 1568, 2356]
article-body: (প্রথম পৃষ্ঠার পর) বলেন, স্বাধীন কমিশন গঠন করে ঘটনার তদন্ত করতে হবে। ক্ষতিগ্রস্তদের পর্যাপ্ত ক্ষতিপূরণ দিতে হবে। তারা অভিযোগ করেন, কারখানাগুলোতে নিরাপত্তা ব্যবস্থা যথাযথ নয়। শ্রমিকদের জীবনের নিরাপত্তা নিশ্চিত করার দাবি জানান নেতারা। সমাবেশ থেকে সরকারের কাছে বিভিন্ন দাবি তুলে ধরা হয়। — [1004, 854, 1298, 930]
ad-signer-title: মহাব্যবস্থাপক ও সদস্য-সচিব, বিএসসি — [1406, 2316, 1561, 2328]
article-body: (পেছনের পৃষ্ঠার পর) দাবিতে বিএনপি নেতাদের সমালোচনা করেন তিনি। বলেন, তারা দেশের উন্নয়ন দেখতে পান না। সরকার জনগণের কল্যাণে কাজ করে যাচ্ছে। -কৃষিবিদ প্রতিবেদক — [1309, 386, 1568, 446]
classified-ref: সি : ৮/৮০ — [216, 823, 259, 836]
article-body: (প্রথম পৃষ্ঠার পর) বলেন, স্বাধীন কমিশন গঠন করে ঘটনার তদন্ত করতে হবে। ক্ষতিগ্রস্তদের পর্যাপ্ত ক্ষতিপূরণ দিতে হবে। তারা অভিযোগ করেন, কারখানাগুলোতে নিরাপত্তা ব্যবস্থা যথাযথ নয়। শ্রমিকদের জীবনের নিরাপত্তা নিশ্চিত করার দাবি জানান নেতারা। সমাবেশ থেকে সরকারের কাছে বিভিন্ন দাবি তুলে ধরা হয়। — [1004, 934, 1298, 1009]
article-body: (পেছনের পৃষ্ঠার পর) বলেন, আমার নিজের ফেসবুক থেকে ছবি সংগ্রহ করে ভুয়া আইডি খোলা হয়েছে। ওই আইডি ব্যবহার করে বিভিন্ন লোকজনের কাছে টাকা চাওয়া হচ্ছে। বিষয়টি জানতে পেরে তিনি আইনগত ব্যবস্থা নিয়েছেন। ডিজিটাল নিরাপত্তা আইনে মামলা করা হয়েছে। পুলিশ জানায়, প্রতারক চক্রের সদস্যরা নামি ব্যক্তিদের ছবি ব্যবহার করে ভুয়া আইডি খুলে প্রতারণা করে আসছিল। — [272, 782, 429, 967]
headline-commission[interactable]: স্বাধীন কমিশন গঠনসহ — [1059, 826, 1242, 851]
article-body: (পেছনের পৃষ্ঠার পর) রাস্তায় কাদা জমে যাওয়ায় চলাচলে দুর্ভোগ পোহাতে হচ্ছে নগরবাসীকে। বৃষ্টি হলেই জলাবদ্ধতা তৈরি হয়। গর্তে পড়ে প্রায়ই ঘটছে দুর্ঘটনা। ভুক্তভোগীরা জানান, দীর্ঘদিন ধরে সংস্কার কাজ চললেও তা শেষ হচ্ছে না। সিটি করপোরেশনের কর্মকর্তারা বলছেন, দ্রুত সময়ের মধ্যে সংস্কার কাজ শেষ করা হবে। নাগরিকদের ভোগান্তি কমাতে বিকল্প সড়ক ব্যবহারের পরামর্শ দেওয়া হয়েছে। এলাকাবাসীর অভিযোগ, ঠিকাদারদের গাফিলতির কারণে কাজে ধীরগতি। যানজটে আটকে থাকতে হচ্ছে ঘণ্টার পর ঘণ্টা। স্কুল-কলেজগামী শিক্ষার্থী ও অফিসগামী মানুষদের দুর্ভোগ চরমে। — [441, 1026, 774, 1148]
logo-tagline: বাংলাদেশের সর্বাধিক প্রচারিত জাতীয় দৈনিক — [1190, 71, 1346, 81]
classified-ref: সি : ৮/৮০ — [216, 655, 259, 667]
article-body: (প্রথম পৃষ্ঠার পর) অভিযোগের একজন কর্মকর্তা-কর্মচারীর সিন্ডিকেট করে দুর্নীতি করছেন। ওই দুর্নীতির অনুসন্ধানে দুদক মাঠে নেমেছে। হাসপাতালের কেনাকাটায় অনিয়মের প্রমাণ মিলেছে। ভুয়া বিল-ভাউচারে কোটি টাকা আত্মসাৎ করা হয়েছে। তদন্ত কমিটি সংশ্লিষ্টদের জিজ্ঞাসাবাদ করেছে। প্রয়োজনীয় কাগজপত্র জব্দ করা হয়েছে। দোষীদের বিরুদ্ধে কঠোর ব্যবস্থা নেওয়া হবে বলে জানিয়েছেন কর্মকর্তারা। স্বাস্থ্য খাতের দুর্নীতি প্রতিরোধে নিয়মিত নজরদারি চালানো হচ্ছে। — [1004, 700, 1298, 822]
headline-humanity[interactable]: মানবতা ছাড়া — [834, 856, 945, 881]
classified-item: ইমাম আবশ্যক : উত্তরখান মধ্যপাড়া কেন্দ্রীয় জামে মসজিদে একজন দক্ষ ইমাম আবশ্যক। উপযুক্ত সম্মানী দেওয়া হবে। ০১৭৩৪২৬০৫৫৩ — [80, 754, 259, 814]
headline-lie[interactable]: মিথ্যাচার করছেন — [1369, 358, 1508, 383]
ad-date: তারিখ : ৬ আশ্বিন, ১৪২৭ / ২১ সেপ্টেম্বর, ২০২০ — [1355, 1783, 1561, 1795]
